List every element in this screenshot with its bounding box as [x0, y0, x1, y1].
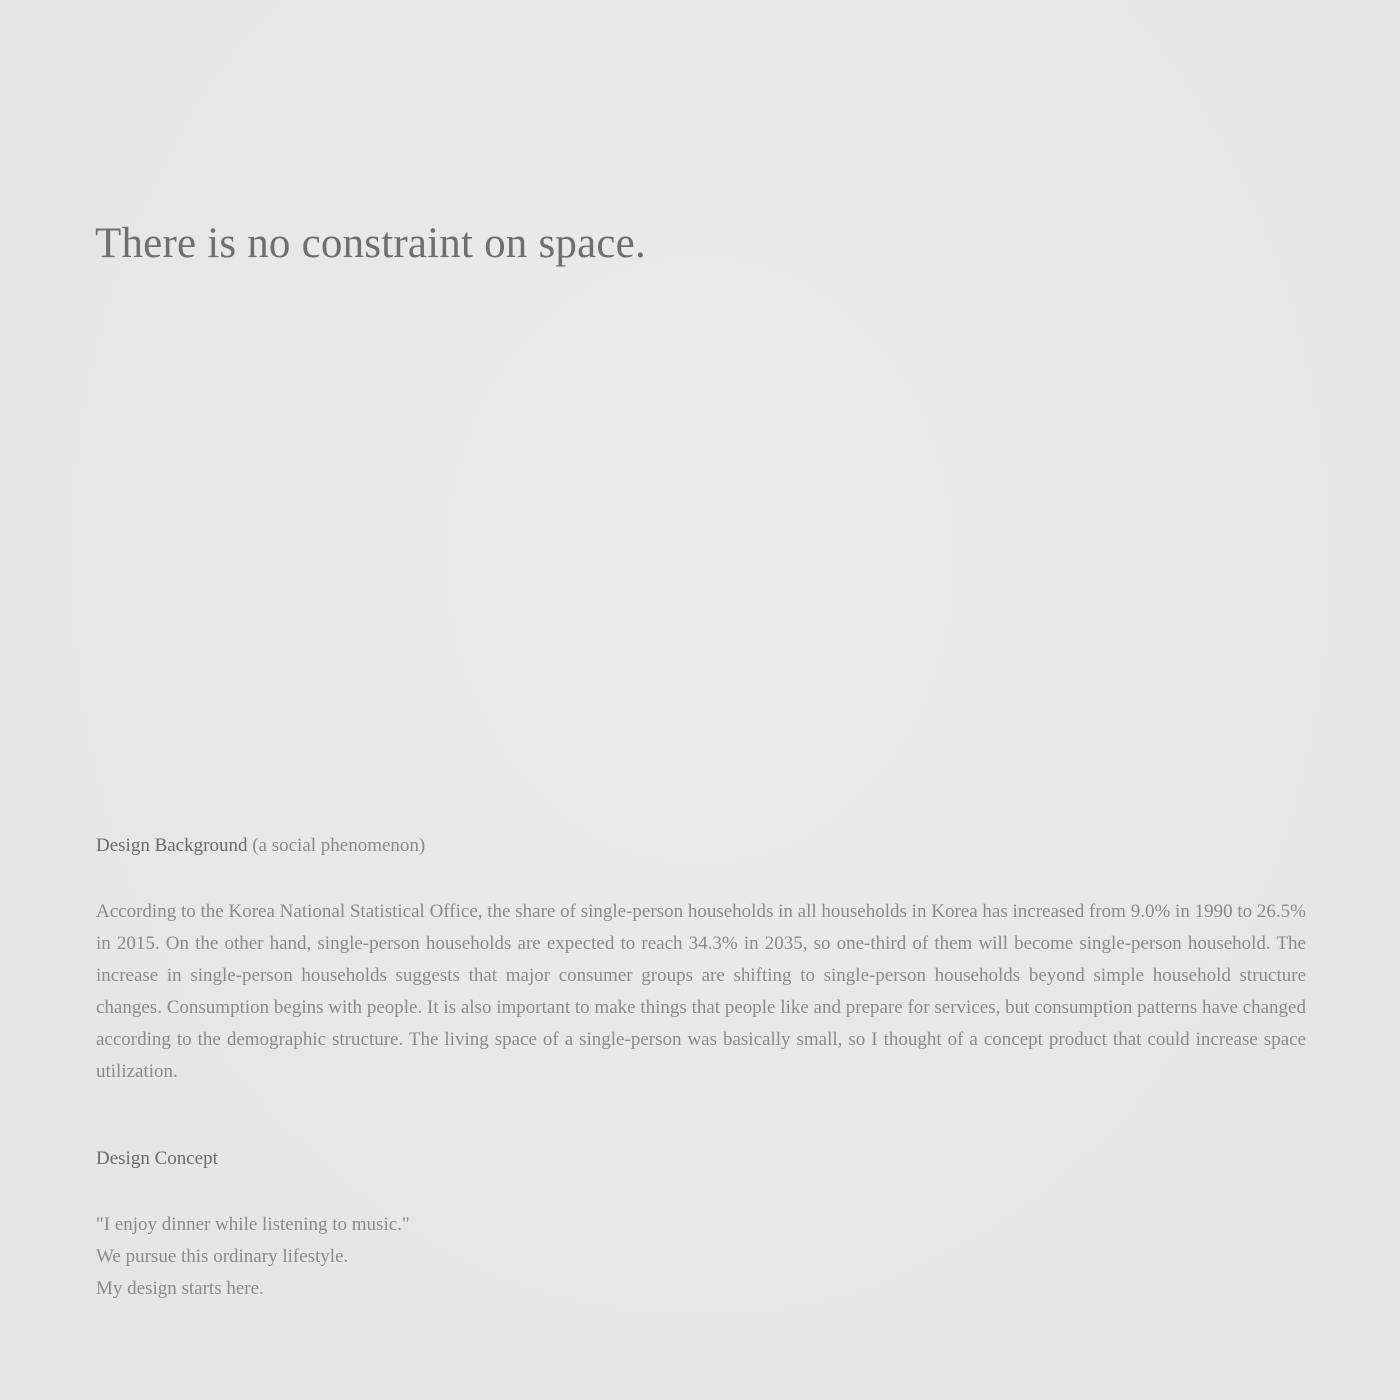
design-background-heading	[96, 832, 1306, 860]
concept-quote-line: "I enjoy dinner while listening to music."	[96, 1214, 410, 1235]
concept-lifestyle-line: We pursue this ordinary lifestyle.	[96, 1246, 349, 1267]
page-headline: There is no constraint on space.	[95, 220, 646, 267]
design-background-subtitle: (a social phenomenon)	[252, 835, 426, 856]
design-concept-lines	[96, 1209, 1306, 1305]
concept-starts-line: My design starts here.	[96, 1278, 264, 1299]
design-background-paragraph: According to the Korea National Statistical Office, the share of single-person households in all households in Korea has increased from 9.0% in 1990 to 26.5% in 2015. On the other hand, single-person households are expected to reach 34.3% in 2035, so one-third of them will become single-person household. The increase in single-person households suggests that major consumer groups are shifting to single-person households beyond simple household structure changes. Consumption begins with people. It is also important to make things that people like and prepare for services, but consumption patterns have changed according to the demographic structure. The living space of a single-person was basically small, so I thought of a concept product that could increase space utilization.	[96, 901, 1306, 1082]
design-background-title: Design Background	[96, 835, 248, 856]
design-background-section	[96, 832, 1306, 1088]
design-concept-heading: Design Concept	[96, 1148, 218, 1169]
design-concept-section	[96, 1145, 1306, 1305]
